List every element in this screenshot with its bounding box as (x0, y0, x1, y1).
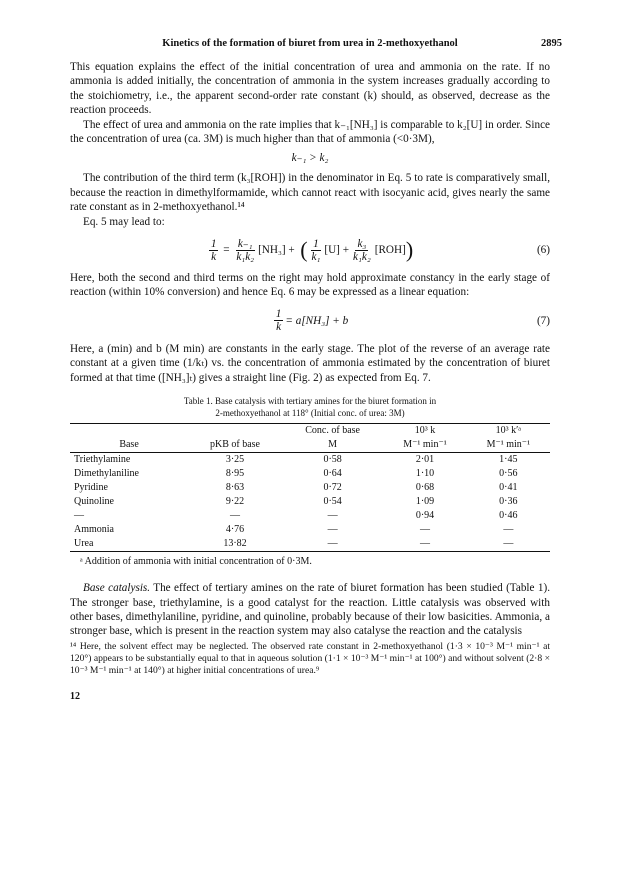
eq6-term2-mid: [U] + (324, 244, 350, 257)
base-catalysis-table (70, 423, 550, 552)
eq6-lhs: $\frac{1}{k}$ (210, 237, 217, 263)
table-row: Urea 13·82 — — — (70, 537, 550, 552)
running-title: Kinetics of the formation of biuret from urea in 2-methoxyethanol (162, 38, 458, 49)
footnote-14: ¹⁴ Here, the solvent effect may be neglected. The observed rate constant in 2-methoxyethanol (1·3 × 10⁻³ M⁻¹ min⁻¹ at 120°) appears to be substantially equal to that in aqueous solution (1·1 × 10⁻³ M⁻¹ min⁻¹ at 100°) and without solvent (2·8 × 10⁻³ M⁻¹ min⁻¹ at 140°) at higher initial concentrations of urea.⁹ (70, 640, 550, 676)
paragraph-2: The effect of urea and ammonia on the rate implies that k₋₁[NH₃] is comparable to k₂[U] in order. Since the concentration of urea (ca. 3M) is much higher than that of ammonia (<0·3M), (70, 118, 550, 146)
table-row: Dimethylaniline 8·95 0·64 1·10 0·56 (74, 468, 518, 480)
equation-6: $\frac{1}{k}$ = $\frac{\text{k₋₁}}{\text{k₁k₂}}$ [NH₃] + ( $\frac{1}{\text{k₁}}$ [U] + $\frac{\text{k₃}}{\text{k₁k₂}}$ [ROH] ) (6) (210, 237, 550, 263)
table-header-row-2: Base pKB of base M M⁻¹ min⁻¹ M⁻¹ min⁻¹ (70, 438, 550, 453)
page (70, 38, 562, 702)
eq6-term3-tail: [ROH] (374, 244, 406, 257)
section-lead: Base catalysis. (83, 582, 151, 595)
eq6-term2: $\frac{1}{\text{k₁}}$ (311, 237, 321, 263)
paragraph-3: The contribution of the third term (k₃[ROH]) in the denominator in Eq. 5 to rate is comparatively small, because the reaction in dimethylformamide, which cannot react with isocyanic acid, gives nearly the same rate constant as in 2-methoxyethanol.¹⁴ (70, 172, 550, 214)
table-footnote: ᵃ Addition of ammonia with initial concentration of 0·3M. (80, 556, 312, 568)
paragraph-6: Here, a (min) and b (M min) are constants in the early stage. The plot of the reverse of an average rate constant at a given time (1/kₜ) vs. the concentration of ammonia estimated by the concentration of biuret formed at that time ([NH₃]ₜ) gives a straight line (Fig. 2) as expected from Eq. 7. (70, 342, 550, 384)
table-row: — — — 0·94 0·46 (74, 510, 518, 522)
table-row: Ammonia 4·76 — — — (74, 524, 514, 536)
paragraph-7: Base catalysis. The effect of tertiary amines on the rate of biuret formation has been studied (Table 1). The stronger base, triethylamine, is a good catalyst for the reaction. Little catalysis was observed with other bases, dimethylaniline, pyridine, and quinoline, probably because of their low basicities. Ammonia, a stronger base, which is present in the reaction system may also catalyse the reaction and the catalysis (70, 582, 550, 638)
table-caption: Table 1. Base catalysis with tertiary amines for the biuret formation in 2-methoxyethanol at 118° (Initial conc. of urea: 3M) (183, 396, 437, 419)
eq6-number: (6) (536, 244, 550, 257)
paragraph-1: This equation explains the effect of the initial concentration of urea and ammonia on the rate. If no ammonia is added initially, the concentration of ammonia in the system increases gradually according to the stoichiometry, i.e., the apparent second-order rate constant (k) should, as observed, decrease as the reaction proceeds. (70, 61, 550, 117)
inequality: k₋₁ > k₂ (291, 152, 329, 165)
table-header-row-1: Conc. of base 10³ k 10³ k′ᵃ (70, 424, 550, 439)
running-header (70, 38, 562, 60)
paragraph-5: Here, both the second and third terms on the right may hold approximate constancy in the early stage of reaction (within 10% conversion) and hence Eq. 6 may be expressed as a linear equation: (70, 272, 550, 299)
table-row: Pyridine 8·63 0·72 0·68 0·41 (74, 482, 518, 494)
eq7-number: (7) (536, 314, 550, 327)
page-number: 2895 (541, 38, 562, 49)
paragraph-4: Eq. 5 may lead to: (83, 215, 165, 228)
eq6-term1-tail: [NH₃] + (258, 244, 295, 257)
eq7-lhs: $\frac{1}{k}$ (275, 308, 282, 334)
eq6-term1: $\frac{\text{k₋₁}}{\text{k₁k₂}}$ (236, 237, 255, 263)
table-row: Quinoline 9·22 0·54 1·09 0·36 (74, 496, 518, 508)
bottom-number: 12 (70, 690, 80, 702)
equation-7 (70, 306, 550, 336)
eq7-rhs: = a[NH₃] + b (285, 314, 349, 327)
table-row: Triethylamine 3·25 0·58 2·01 1·45 (74, 454, 518, 466)
eq6-term3: $\frac{\text{k₃}}{\text{k₁k₂}}$ (353, 237, 371, 263)
